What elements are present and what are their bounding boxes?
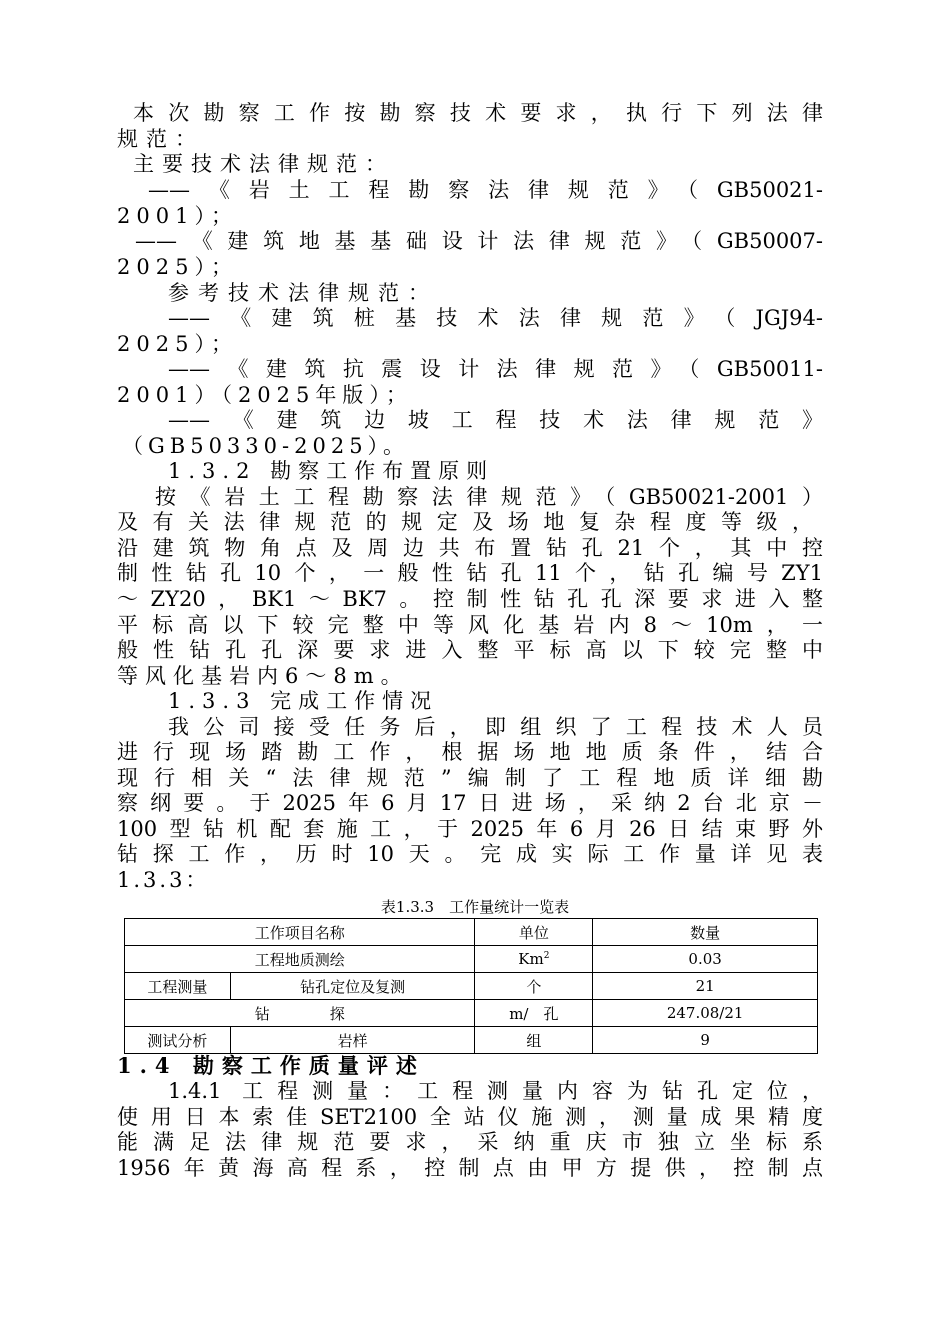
reference-standards-heading: 参考技术法律规范： xyxy=(168,281,438,305)
standard-1-line-1: ——《岩土工程勘察法律规范》（GB50021- xyxy=(148,178,823,202)
section-1-3-2-line-3: 沿建筑物角点及周边共布置钻孔21个，其中控 xyxy=(117,536,823,560)
group-cell: 工程测量 xyxy=(125,973,231,1000)
section-1-3-3-line-4: 察纲要。于2025年6月17日进场，采纳2台北京－ xyxy=(117,791,823,815)
reference-3-line-1: ——《建筑边坡工程技术法律规范》 xyxy=(168,408,823,432)
table-header-row xyxy=(125,919,818,946)
section-1-4-1-line-4: 1956年黄海高程系，控制点由甲方提供，控制点 xyxy=(117,1156,823,1180)
reference-2-line-2: 2001）（2025年版）； xyxy=(117,383,413,407)
item-name-cell: 钻 探 xyxy=(125,1000,475,1027)
section-1-3-2-heading: 1.3.2 勘察工作布置原则 xyxy=(168,459,495,483)
standard-2-line-1: ——《建筑地基基础设计法律规范》（GB50007- xyxy=(135,229,823,253)
section-1-3-3-line-1: 我公司接受任务后，即组织了工程技术人员 xyxy=(168,715,823,739)
table-caption: 表1.3.3 工作量统计一览表 xyxy=(380,898,570,916)
section-1-3-2-line-1: 按《岩土工程勘察法律规范》（GB50021-2001） xyxy=(155,485,823,509)
table-row xyxy=(125,1000,818,1027)
quantity-cell: 9 xyxy=(593,1027,818,1054)
section-1-3-3-line-5: 100型钻机配套施工，于2025年6月26日结束野外 xyxy=(117,817,823,841)
section-1-3-3-line-2: 进行现场踏勘工作，根据场地地质条件，结合 xyxy=(117,740,823,764)
standard-2-line-2: 2025）； xyxy=(117,255,238,279)
standard-1-line-2: 2001）； xyxy=(117,204,238,228)
intro-line-1: 本次勘察工作按勘察技术要求，执行下列法律 xyxy=(133,101,823,125)
section-1-3-2-line-5: ～ZY20，BK1～BK7。控制性钻孔孔深要求进入整 xyxy=(117,587,823,611)
section-1-3-3-heading: 1.3.3 完成工作情况 xyxy=(168,689,439,713)
section-1-3-2-line-8: 等风化基岩内6～8m。 xyxy=(117,664,409,688)
item-name-cell: 岩样 xyxy=(230,1027,475,1054)
header-item-name: 工作项目名称 xyxy=(125,919,475,946)
quantity-cell: 247.08/21 xyxy=(593,1000,818,1027)
quantity-cell: 0.03 xyxy=(593,946,818,973)
header-unit: 单位 xyxy=(475,919,593,946)
unit-superscript: 2 xyxy=(543,951,550,961)
main-standards-heading: 主要技术法律规范： xyxy=(133,152,394,176)
unit-text: Km xyxy=(518,950,544,968)
table-row xyxy=(125,973,818,1000)
quantity-cell: 21 xyxy=(593,973,818,1000)
unit-cell xyxy=(475,946,593,973)
section-1-3-3-line-6: 钻探工作，历时10天。完成实际工作量详见表 xyxy=(117,842,823,866)
section-1-3-3-line-7: 1.3.3： xyxy=(117,868,210,892)
section-1-4-1-line-1: 1.4.1 工程测量：工程测量内容为钻孔定位， xyxy=(168,1079,823,1103)
table-row xyxy=(125,946,818,973)
header-quantity: 数量 xyxy=(593,919,818,946)
section-1-3-2-line-4: 制性钻孔10个，一般性钻孔11个，钻孔编号ZY1 xyxy=(117,561,823,585)
section-1-4-1-line-3: 能满足法律规范要求，采纳重庆市独立坐标系 xyxy=(117,1130,823,1154)
unit-cell: 组 xyxy=(475,1027,593,1054)
reference-1-line-1: ——《建筑桩基技术法律规范》（JGJ94- xyxy=(168,306,823,330)
section-1-3-2-line-7: 般性钻孔孔深要求进入整平标高以下较完整中 xyxy=(117,638,823,662)
group-cell: 测试分析 xyxy=(125,1027,231,1054)
workload-table xyxy=(124,918,818,1054)
table-row xyxy=(125,1027,818,1054)
section-1-3-2-line-6: 平标高以下较完整中等风化基岩内8～10m，一 xyxy=(117,613,823,637)
unit-cell: m/ 孔 xyxy=(475,1000,593,1027)
unit-cell: 个 xyxy=(475,973,593,1000)
reference-3-line-2: （GB50330-2025）。 xyxy=(122,434,410,458)
section-1-4-1-line-2: 使用日本索佳SET2100全站仪施测，测量成果精度 xyxy=(117,1105,823,1129)
section-1-4-heading: 1.4 勘察工作质量评述 xyxy=(117,1053,425,1078)
item-name-cell: 钻孔定位及复测 xyxy=(230,973,475,1000)
item-name-cell: 工程地质测绘 xyxy=(125,946,475,973)
section-1-3-2-line-2: 及有关法律规范的规定及场地复杂程度等级， xyxy=(117,510,813,534)
reference-1-line-2: 2025）； xyxy=(117,332,238,356)
section-1-3-3-line-3: 现行相关“法律规范”编制了工程地质详细勘 xyxy=(117,766,823,790)
intro-line-2: 规范： xyxy=(117,127,204,151)
reference-2-line-1: ——《建筑抗震设计法律规范》（GB50011- xyxy=(168,357,823,381)
